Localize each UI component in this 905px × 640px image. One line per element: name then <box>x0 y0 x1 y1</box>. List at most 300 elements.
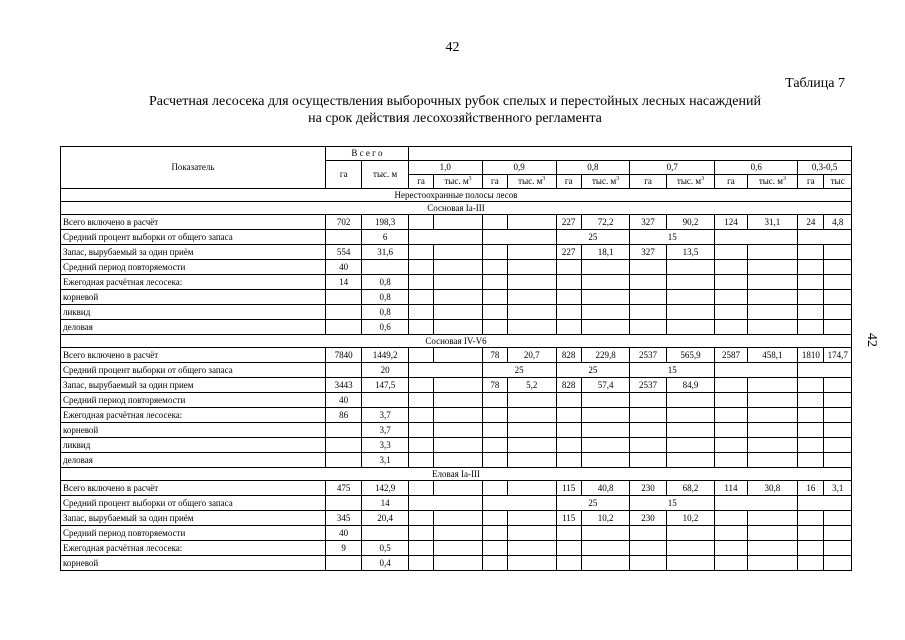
table-cell <box>507 290 556 305</box>
table-cell <box>824 556 852 571</box>
table-cell <box>408 511 433 526</box>
group-cell <box>408 363 482 378</box>
table-cell: 90,2 <box>666 215 715 230</box>
table-cell: 16 <box>798 481 824 496</box>
unit-superscript: 3 <box>542 176 546 182</box>
table-cell <box>715 275 747 290</box>
table-cell <box>362 526 409 541</box>
table-row <box>61 453 852 468</box>
table-cell: 227 <box>556 215 581 230</box>
table-row <box>61 438 852 453</box>
table-cell <box>747 260 798 275</box>
table-cell <box>630 541 666 556</box>
group-cell <box>798 230 852 245</box>
unit-text: тыс. м <box>518 176 543 186</box>
table-cell: 0,6 <box>362 320 409 335</box>
row-label: Средний период повторяемости <box>61 260 326 275</box>
row-label: Всего включено в расчёт <box>61 215 326 230</box>
section-title-row <box>61 468 852 481</box>
table-cell <box>630 275 666 290</box>
row-label: корневой <box>61 556 326 571</box>
table-cell: 230 <box>630 481 666 496</box>
group-cell <box>482 230 556 245</box>
table-cell: 1810 <box>798 348 824 363</box>
table-cell <box>408 260 433 275</box>
table-row <box>61 363 852 378</box>
table-cell <box>747 511 798 526</box>
table-cell <box>715 260 747 275</box>
table-cell <box>715 423 747 438</box>
table-cell: 78 <box>482 378 507 393</box>
table-cell <box>824 393 852 408</box>
row-label: деловая <box>61 320 326 335</box>
table-cell <box>581 320 630 335</box>
table-cell <box>666 305 715 320</box>
header-total: В с е г о <box>325 147 408 161</box>
table-cell <box>325 230 361 245</box>
table-cell <box>556 541 581 556</box>
table-cell <box>482 453 507 468</box>
page-number: 42 <box>445 40 460 55</box>
table-cell <box>482 260 507 275</box>
table-cell <box>434 348 483 363</box>
table-cell <box>666 290 715 305</box>
section-title: Сосновая IV-V6 <box>61 335 852 348</box>
table-row <box>61 320 852 335</box>
table-row <box>61 556 852 571</box>
group-cell <box>798 363 852 378</box>
table-cell <box>630 408 666 423</box>
table-cell: 57,4 <box>581 378 630 393</box>
group-cell <box>715 363 798 378</box>
table-cell <box>325 556 361 571</box>
table-cell: 114 <box>715 481 747 496</box>
table-cell <box>798 408 824 423</box>
table-cell: 10,2 <box>666 511 715 526</box>
row-label: ликвид <box>61 438 326 453</box>
table-cell <box>798 275 824 290</box>
table-row <box>61 275 852 290</box>
group-cell: 25 <box>556 496 630 511</box>
row-label: Ежегодная расчётная лесосека: <box>61 275 326 290</box>
table-cell <box>482 526 507 541</box>
header-blank <box>408 147 851 161</box>
table-row <box>61 245 852 260</box>
table-cell <box>715 378 747 393</box>
table-cell: 2537 <box>630 348 666 363</box>
table-cell <box>507 320 556 335</box>
table-cell: 3,1 <box>824 481 852 496</box>
table-cell <box>507 556 556 571</box>
row-label: Средний период повторяемости <box>61 526 326 541</box>
table-row <box>61 230 852 245</box>
table-cell <box>630 423 666 438</box>
table-cell: 40 <box>325 393 361 408</box>
row-label: Ежегодная расчётная лесосека: <box>61 408 326 423</box>
table-cell <box>824 453 852 468</box>
header-group-6: 0,3-0,5 <box>798 161 852 175</box>
table-cell <box>408 526 433 541</box>
table-cell: 40,8 <box>581 481 630 496</box>
side-page-number: 42 <box>864 333 879 347</box>
table-cell <box>747 290 798 305</box>
table-cell <box>556 556 581 571</box>
header-unit-thousand-m3 <box>434 175 483 189</box>
table-cell <box>408 438 433 453</box>
row-label: Средний период повторяемости <box>61 393 326 408</box>
header-unit-ha: га <box>630 175 666 189</box>
table-cell <box>482 541 507 556</box>
table-cell <box>666 275 715 290</box>
table-row <box>61 260 852 275</box>
unit-text: тыс. м <box>758 176 783 186</box>
table-cell <box>408 378 433 393</box>
table-cell <box>581 290 630 305</box>
table-row <box>61 378 852 393</box>
table-cell <box>434 378 483 393</box>
table-cell: 40 <box>325 260 361 275</box>
table-cell <box>747 305 798 320</box>
unit-superscript: 3 <box>701 176 705 182</box>
table-cell <box>507 511 556 526</box>
table-cell: 68,2 <box>666 481 715 496</box>
unit-text: тыс. м <box>591 176 617 186</box>
table-cell <box>507 438 556 453</box>
table-cell <box>715 245 747 260</box>
table-cell <box>798 378 824 393</box>
table-cell <box>715 511 747 526</box>
table-cell <box>408 245 433 260</box>
table-cell <box>747 453 798 468</box>
table-cell <box>325 438 361 453</box>
table-cell <box>630 260 666 275</box>
table-cell <box>581 275 630 290</box>
table-cell <box>434 556 483 571</box>
table-cell <box>798 526 824 541</box>
table-cell <box>482 481 507 496</box>
table-cell <box>434 320 483 335</box>
table-cell <box>715 393 747 408</box>
table-cell: 20,7 <box>507 348 556 363</box>
table-cell <box>325 453 361 468</box>
table-cell: 14 <box>362 496 409 511</box>
table-row <box>61 423 852 438</box>
table-cell <box>666 393 715 408</box>
table-cell <box>434 290 483 305</box>
table-cell <box>482 511 507 526</box>
row-label: Средний процент выборки от общего запаса <box>61 496 326 511</box>
table-cell <box>798 541 824 556</box>
table-cell <box>630 393 666 408</box>
group-cell <box>798 496 852 511</box>
table-cell: 78 <box>482 348 507 363</box>
table-cell <box>824 305 852 320</box>
table-cell: 20,4 <box>362 511 409 526</box>
cutting-area-table <box>60 146 852 571</box>
table-cell <box>666 526 715 541</box>
table-cell <box>408 541 433 556</box>
table-cell <box>325 496 361 511</box>
table-cell: 0,8 <box>362 290 409 305</box>
table-title <box>60 93 850 127</box>
table-cell: 227 <box>556 245 581 260</box>
table-cell <box>556 453 581 468</box>
unit-superscript: 3 <box>468 176 472 182</box>
group-cell: 25 <box>556 363 630 378</box>
table-cell: 2537 <box>630 378 666 393</box>
table-cell <box>482 245 507 260</box>
table-cell: 14 <box>325 275 361 290</box>
table-cell <box>507 481 556 496</box>
header-unit-thousand-m3 <box>666 175 715 189</box>
table-cell <box>556 275 581 290</box>
header-unit-ha: га <box>715 175 747 189</box>
table-cell <box>581 305 630 320</box>
table-cell <box>798 305 824 320</box>
table-cell <box>434 305 483 320</box>
table-cell <box>325 320 361 335</box>
row-label: Всего включено в расчёт <box>61 348 326 363</box>
table-cell <box>747 526 798 541</box>
header-group-4: 0,7 <box>630 161 715 175</box>
table-cell: 18,1 <box>581 245 630 260</box>
table-cell <box>434 438 483 453</box>
table-cell <box>630 526 666 541</box>
table-cell <box>408 275 433 290</box>
section-title-row <box>61 335 852 348</box>
table-cell: 5,2 <box>507 378 556 393</box>
row-label: Запас, вырубаемый за один прием <box>61 378 326 393</box>
header-unit-thousand-m3 <box>507 175 556 189</box>
table-cell <box>798 245 824 260</box>
row-label: деловая <box>61 453 326 468</box>
table-cell <box>408 408 433 423</box>
table-cell: 3,7 <box>362 423 409 438</box>
table-body <box>61 147 852 571</box>
table-row <box>61 541 852 556</box>
table-cell <box>482 320 507 335</box>
table-cell <box>747 245 798 260</box>
table-cell <box>556 290 581 305</box>
table-cell: 1449,2 <box>362 348 409 363</box>
table-cell <box>630 453 666 468</box>
table-cell <box>798 556 824 571</box>
table-cell <box>581 438 630 453</box>
table-cell <box>747 320 798 335</box>
row-label: Всего включено в расчёт <box>61 481 326 496</box>
header-total-ha: га <box>325 161 361 189</box>
table-cell <box>507 541 556 556</box>
section-title: Еловая Ia-III <box>61 468 852 481</box>
table-cell <box>798 260 824 275</box>
row-label: Средний процент выборки от общего запаса <box>61 230 326 245</box>
table-cell <box>666 408 715 423</box>
table-cell <box>507 260 556 275</box>
table-cell <box>824 260 852 275</box>
table-cell <box>408 393 433 408</box>
table-cell <box>434 423 483 438</box>
table-cell <box>408 290 433 305</box>
table-row <box>61 496 852 511</box>
header-row-1 <box>61 147 852 161</box>
table-row <box>61 511 852 526</box>
header-group-5: 0,6 <box>715 161 798 175</box>
table-cell: 198,3 <box>362 215 409 230</box>
table-cell <box>798 423 824 438</box>
table-cell <box>666 453 715 468</box>
table-cell <box>507 393 556 408</box>
table-row <box>61 215 852 230</box>
table-cell <box>482 556 507 571</box>
table-cell <box>747 275 798 290</box>
table-cell <box>434 481 483 496</box>
table-cell <box>434 215 483 230</box>
table-row <box>61 526 852 541</box>
table-cell: 565,9 <box>666 348 715 363</box>
table-cell <box>824 290 852 305</box>
table-cell <box>666 320 715 335</box>
table-cell <box>581 526 630 541</box>
group-cell: 15 <box>630 230 715 245</box>
table-cell <box>824 245 852 260</box>
table-cell: 0,8 <box>362 275 409 290</box>
row-label: корневой <box>61 423 326 438</box>
row-label: корневой <box>61 290 326 305</box>
header-unit-ha: га <box>482 175 507 189</box>
group-cell <box>482 496 556 511</box>
row-label: Запас, вырубаемый за один приём <box>61 245 326 260</box>
table-cell <box>434 526 483 541</box>
table-row <box>61 481 852 496</box>
table-cell: 458,1 <box>747 348 798 363</box>
table-cell <box>408 320 433 335</box>
table-cell <box>715 526 747 541</box>
row-label: ликвид <box>61 305 326 320</box>
table-cell <box>747 556 798 571</box>
row-label: Ежегодная расчётная лесосека: <box>61 541 326 556</box>
table-cell <box>581 393 630 408</box>
table-cell <box>408 556 433 571</box>
header-group-3: 0,8 <box>556 161 630 175</box>
table-cell <box>482 408 507 423</box>
table-cell: 554 <box>325 245 361 260</box>
table-cell <box>824 408 852 423</box>
table-cell <box>556 423 581 438</box>
section-title-row <box>61 202 852 215</box>
group-cell <box>715 496 798 511</box>
table-cell <box>325 423 361 438</box>
table-cell <box>556 320 581 335</box>
table-cell: 24 <box>798 215 824 230</box>
table-cell: 72,2 <box>581 215 630 230</box>
row-label: Запас, вырубаемый за один приём <box>61 511 326 526</box>
table-cell <box>747 541 798 556</box>
table-row <box>61 408 852 423</box>
table-cell: 230 <box>630 511 666 526</box>
table-cell <box>325 290 361 305</box>
table-cell <box>507 423 556 438</box>
table-cell: 115 <box>556 481 581 496</box>
table-cell: 2587 <box>715 348 747 363</box>
table-cell: 229,8 <box>581 348 630 363</box>
table-cell: 3,1 <box>362 453 409 468</box>
table-cell: 147,5 <box>362 378 409 393</box>
table-cell <box>715 320 747 335</box>
table-cell: 84,9 <box>666 378 715 393</box>
group-cell: 15 <box>630 496 715 511</box>
table-cell <box>556 526 581 541</box>
header-group-2: 0,9 <box>482 161 556 175</box>
table-cell <box>556 438 581 453</box>
table-cell <box>434 245 483 260</box>
table-cell <box>581 408 630 423</box>
table-cell <box>824 541 852 556</box>
table-cell <box>482 423 507 438</box>
unit-superscript: 3 <box>616 176 620 182</box>
table-cell <box>824 423 852 438</box>
table-cell <box>824 526 852 541</box>
table-cell <box>434 541 483 556</box>
table-cell: 124 <box>715 215 747 230</box>
table-cell <box>715 438 747 453</box>
table-cell <box>482 305 507 320</box>
table-cell <box>747 438 798 453</box>
table-row <box>61 290 852 305</box>
table-cell: 0,8 <box>362 305 409 320</box>
group-cell <box>408 496 482 511</box>
table-cell: 115 <box>556 511 581 526</box>
table-cell: 31,6 <box>362 245 409 260</box>
table-cell <box>666 438 715 453</box>
table-cell: 3443 <box>325 378 361 393</box>
table-cell <box>630 305 666 320</box>
table-cell <box>630 438 666 453</box>
table-cell <box>715 541 747 556</box>
table-row <box>61 348 852 363</box>
header-indicator: Показатель <box>61 147 326 189</box>
table-cell: 828 <box>556 378 581 393</box>
header-unit-ha: га <box>556 175 581 189</box>
table-cell <box>434 408 483 423</box>
table-cell <box>715 408 747 423</box>
table-cell <box>715 305 747 320</box>
table-cell: 7840 <box>325 348 361 363</box>
table-cell <box>798 393 824 408</box>
table-cell: 4,8 <box>824 215 852 230</box>
table-cell <box>798 453 824 468</box>
table-cell: 40 <box>325 526 361 541</box>
table-cell: 327 <box>630 215 666 230</box>
unit-text: тыс. м <box>444 176 469 186</box>
group-cell <box>408 230 482 245</box>
table-cell <box>507 305 556 320</box>
table-cell <box>482 290 507 305</box>
table-cell: 345 <box>325 511 361 526</box>
title-line-2: на срок действия лесохозяйственного регламента <box>308 111 602 126</box>
table-cell <box>556 393 581 408</box>
table-cell <box>747 378 798 393</box>
table-cell <box>362 260 409 275</box>
table-cell: 30,8 <box>747 481 798 496</box>
table-cell <box>434 275 483 290</box>
table-cell: 142,9 <box>362 481 409 496</box>
title-line-1: Расчетная лесосека для осуществления выборочных рубок спелых и перестойных лесных насаждений <box>149 94 761 109</box>
table-cell <box>482 275 507 290</box>
table-cell <box>482 438 507 453</box>
table-cell <box>507 453 556 468</box>
table-cell <box>824 320 852 335</box>
table-cell <box>507 408 556 423</box>
